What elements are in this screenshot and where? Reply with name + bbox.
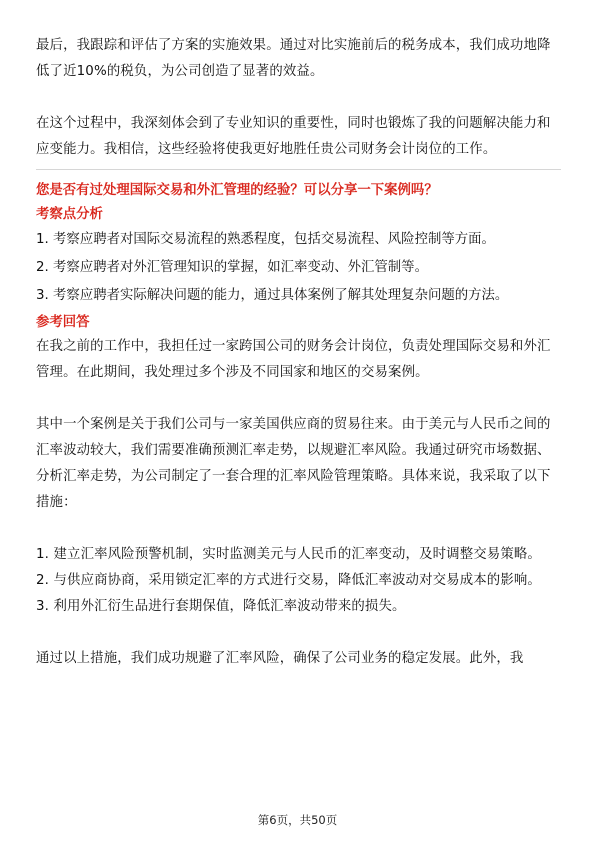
intro-paragraph-1: 最后，我跟踪和评估了方案的实施效果。通过对比实施前后的税务成本，我们成功地降低了近10%的税负，为公司创造了显著的效益。: [36, 38, 551, 79]
page-content: [36, 33, 561, 672]
section-divider: [36, 169, 561, 170]
intro-paragraph-2: 在这个过程中，我深刻体会到了专业知识的重要性，同时也锻炼了我的问题解决能力和应变能力。我相信，这些经验将使我更好地胜任贵公司财务会计岗位的工作。: [36, 116, 551, 157]
answer-paragraph-2: 其中一个案例是关于我们公司与一家美国供应商的贸易往来。由于美元与人民币之间的汇率波动较大，我们需要准确预测汇率走势，以规避汇率风险。我通过研究市场数据、分析汇率走势，为公司制定了一套合理的汇率风险管理策略。具体来说，我采取了以下措施：: [36, 417, 551, 510]
interview-question: 您是否有过处理国际交易和外汇管理的经验？可以分享一下案例吗？: [36, 183, 438, 198]
answer-paragraph-3: 通过以上措施，我们成功规避了汇率风险，确保了公司业务的稳定发展。此外，我: [36, 651, 524, 666]
measure-item: 3. 利用外汇衍生品进行套期保值，降低汇率波动带来的损失。: [36, 599, 406, 614]
analysis-item: 3. 考察应聘者实际解决问题的能力，通过具体案例了解其处理复杂问题的方法。: [36, 288, 509, 303]
analysis-heading: 考察点分析: [36, 207, 103, 222]
measure-item: 2. 与供应商协商，采用锁定汇率的方式进行交易，降低汇率波动对交易成本的影响。: [36, 573, 541, 588]
analysis-item: 2. 考察应聘者对外汇管理知识的掌握，如汇率变动、外汇管制等。: [36, 260, 428, 275]
measure-item: 1. 建立汇率风险预警机制，实时监测美元与人民币的汇率变动，及时调整交易策略。: [36, 547, 541, 562]
answer-paragraph-1: 在我之前的工作中，我担任过一家跨国公司的财务会计岗位，负责处理国际交易和外汇管理。在此期间，我处理过多个涉及不同国家和地区的交易案例。: [36, 339, 551, 380]
answer-heading: 参考回答: [36, 315, 90, 330]
page-number-footer: 第6页，共50页: [257, 813, 338, 827]
analysis-item: 1. 考察应聘者对国际交易流程的熟悉程度，包括交易流程、风险控制等方面。: [36, 232, 495, 247]
